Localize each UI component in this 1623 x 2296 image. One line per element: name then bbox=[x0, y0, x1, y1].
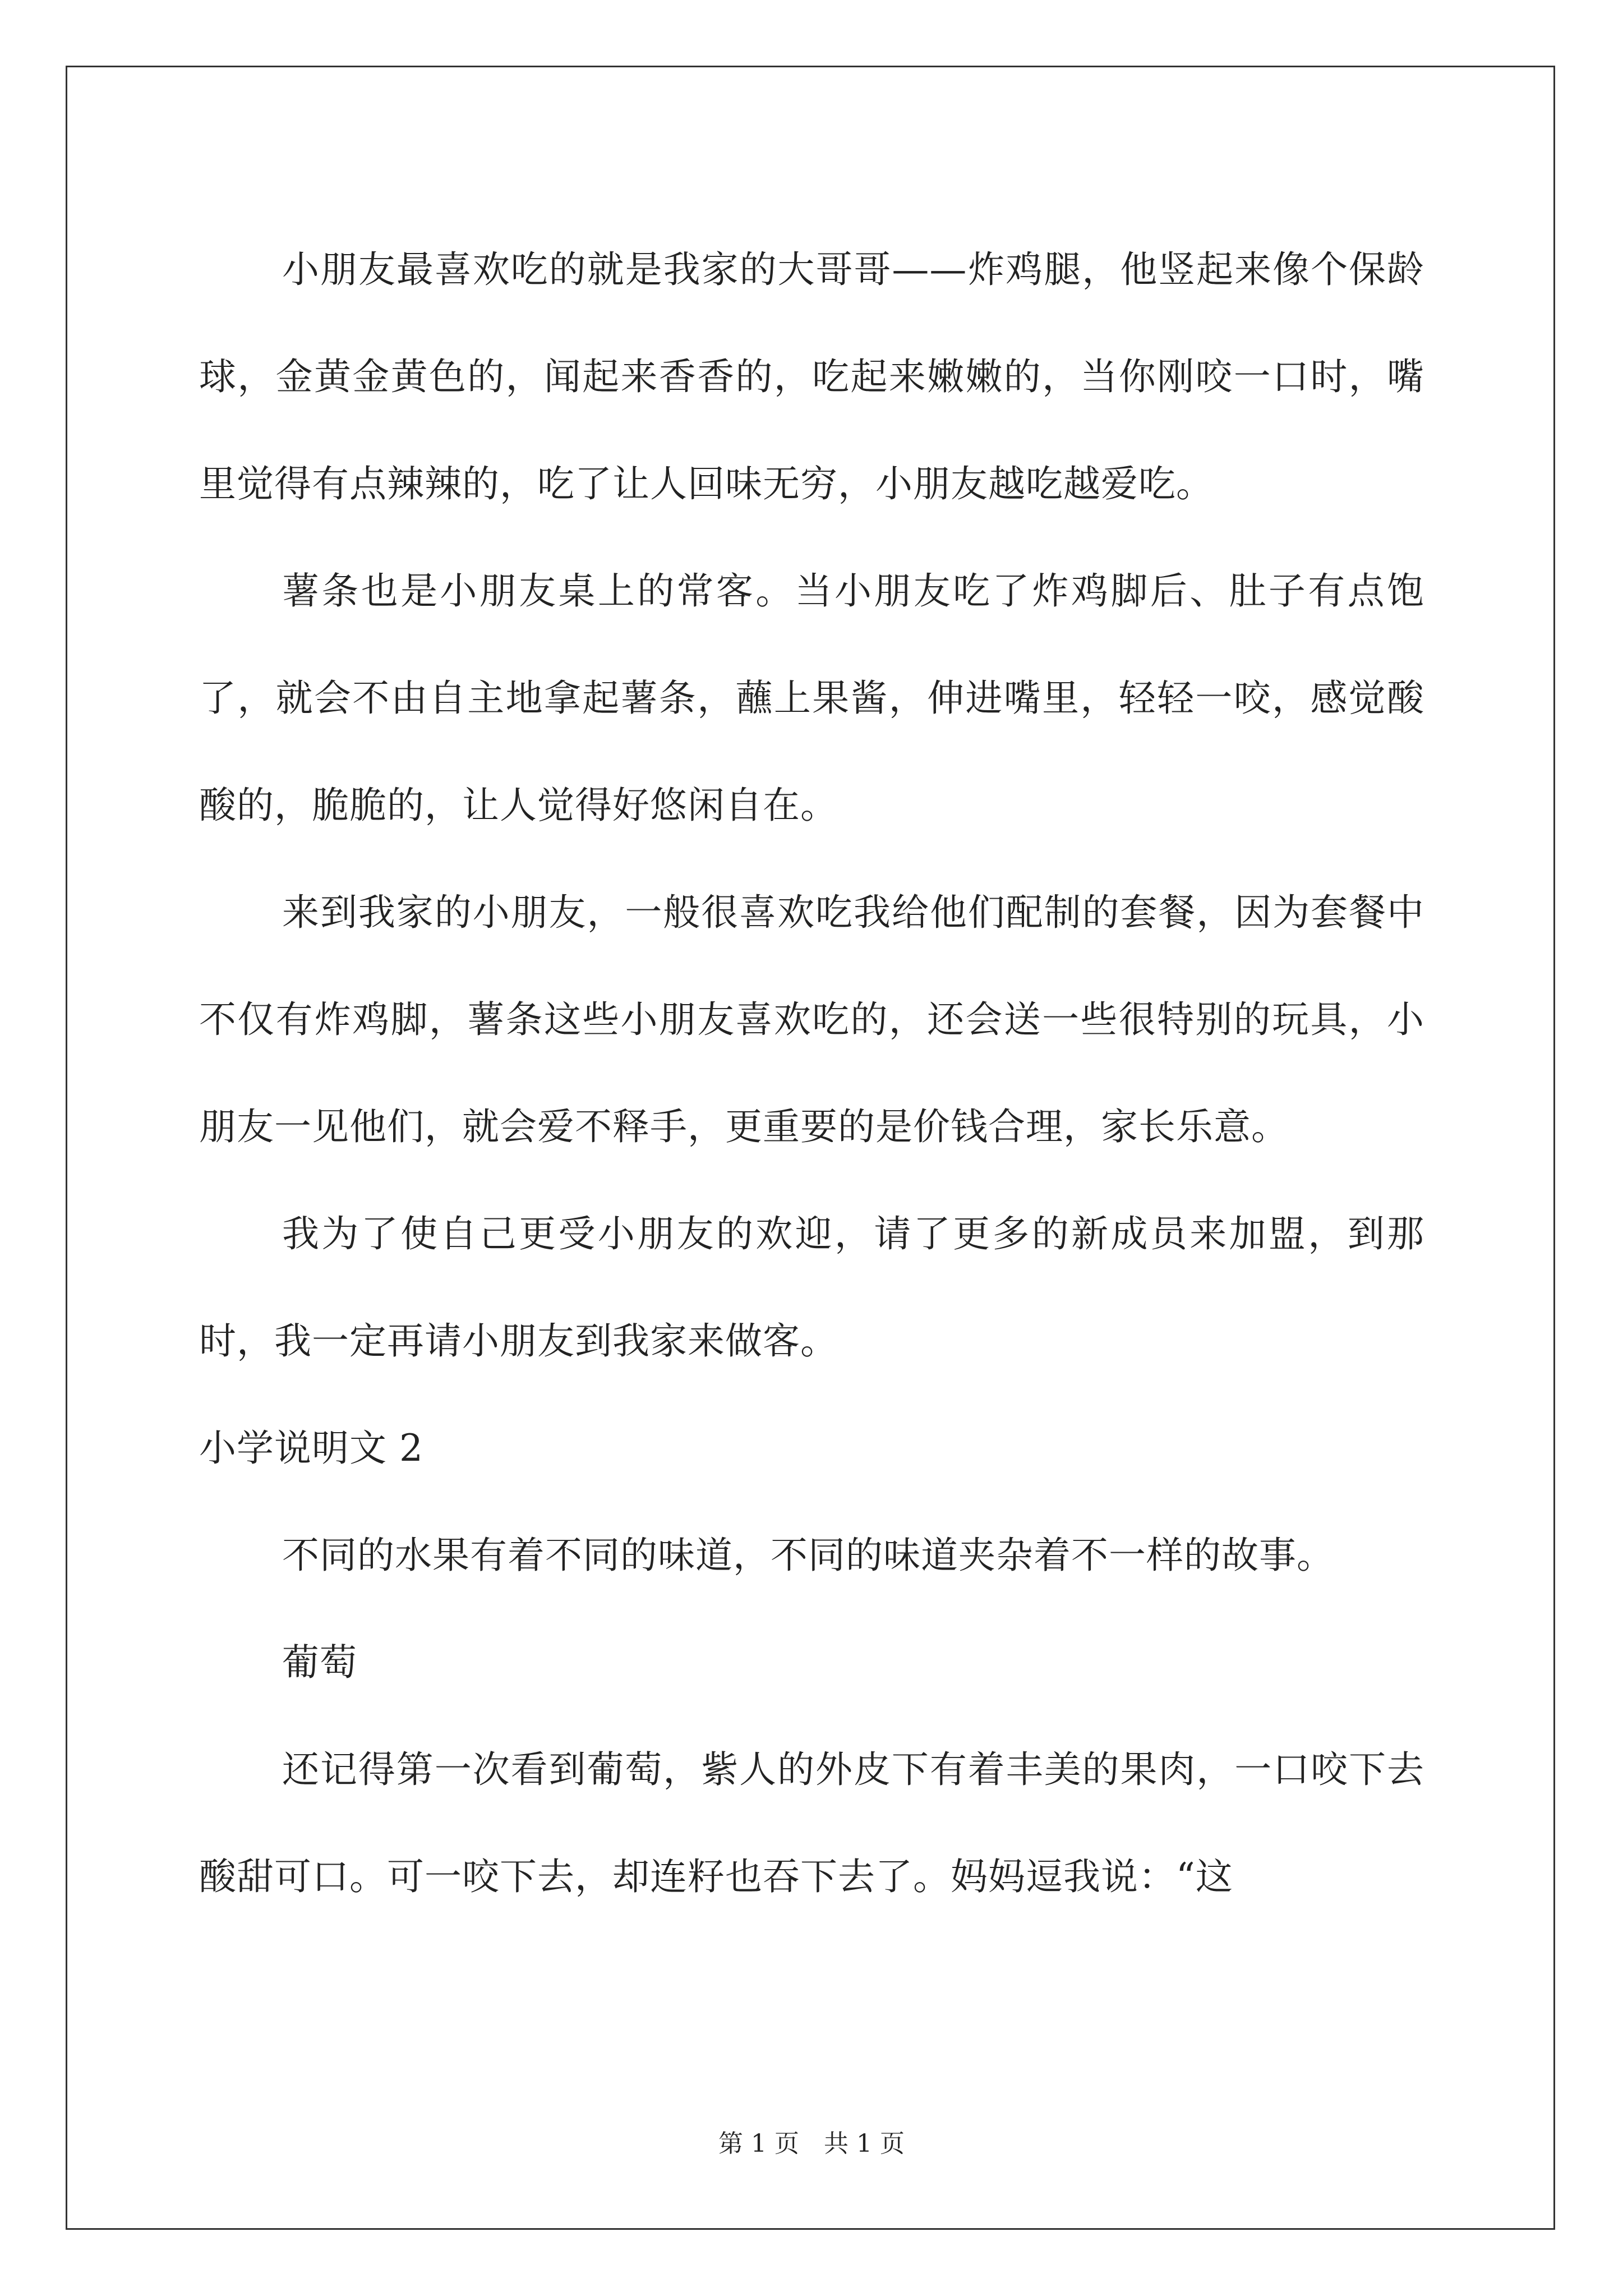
subheading-grape: 葡萄 bbox=[282, 1641, 357, 1684]
paragraph-set-meal: 来到我家的小朋友，一般很喜欢吃我给他们配制的套餐，因为套餐中不仅有炸鸡脚，薯条这些小朋友喜欢吃的，还会送一些很特别的玩具，小朋友一见他们，就会爱不释手，更重要的是价钱合理，家长乐意。 bbox=[199, 891, 1424, 1148]
paragraph-fries: 薯条也是小朋友桌上的常客。当小朋友吃了炸鸡脚后、肚子有点饱了，就会不由自主地拿起薯条，蘸上果酱，伸进嘴里，轻轻一咬，感觉酸酸的，脆脆的，让人觉得好悠闲自在。 bbox=[199, 569, 1424, 827]
paragraph-grape: 还记得第一次看到葡萄，紫人的外皮下有着丰美的果肉，一口咬下去酸甜可口。可一咬下去，却连籽也吞下去了。妈妈逗我说：“这 bbox=[199, 1748, 1424, 1898]
paragraph-fruits-intro: 不同的水果有着不同的味道，不同的味道夹杂着不一样的故事。 bbox=[282, 1534, 1334, 1577]
paragraph-fried-chicken: 小朋友最喜欢吃的就是我家的大哥哥——炸鸡腿，他竖起来像个保龄球，金黄金黄色的，闻起来香香的，吃起来嫩嫩的，当你刚咬一口时，嘴里觉得有点辣辣的，吃了让人回味无穷，小朋友越吃越爱吃。 bbox=[199, 248, 1424, 505]
document-body bbox=[199, 216, 1424, 1930]
section-title: 小学说明文 2 bbox=[199, 1427, 423, 1470]
page-footer: 第 1 页 共 1 页 bbox=[718, 2129, 905, 2158]
paragraph-invitation: 我为了使自己更受小朋友的欢迎，请了更多的新成员来加盟，到那时，我一定再请小朋友到我家来做客。 bbox=[199, 1212, 1424, 1363]
